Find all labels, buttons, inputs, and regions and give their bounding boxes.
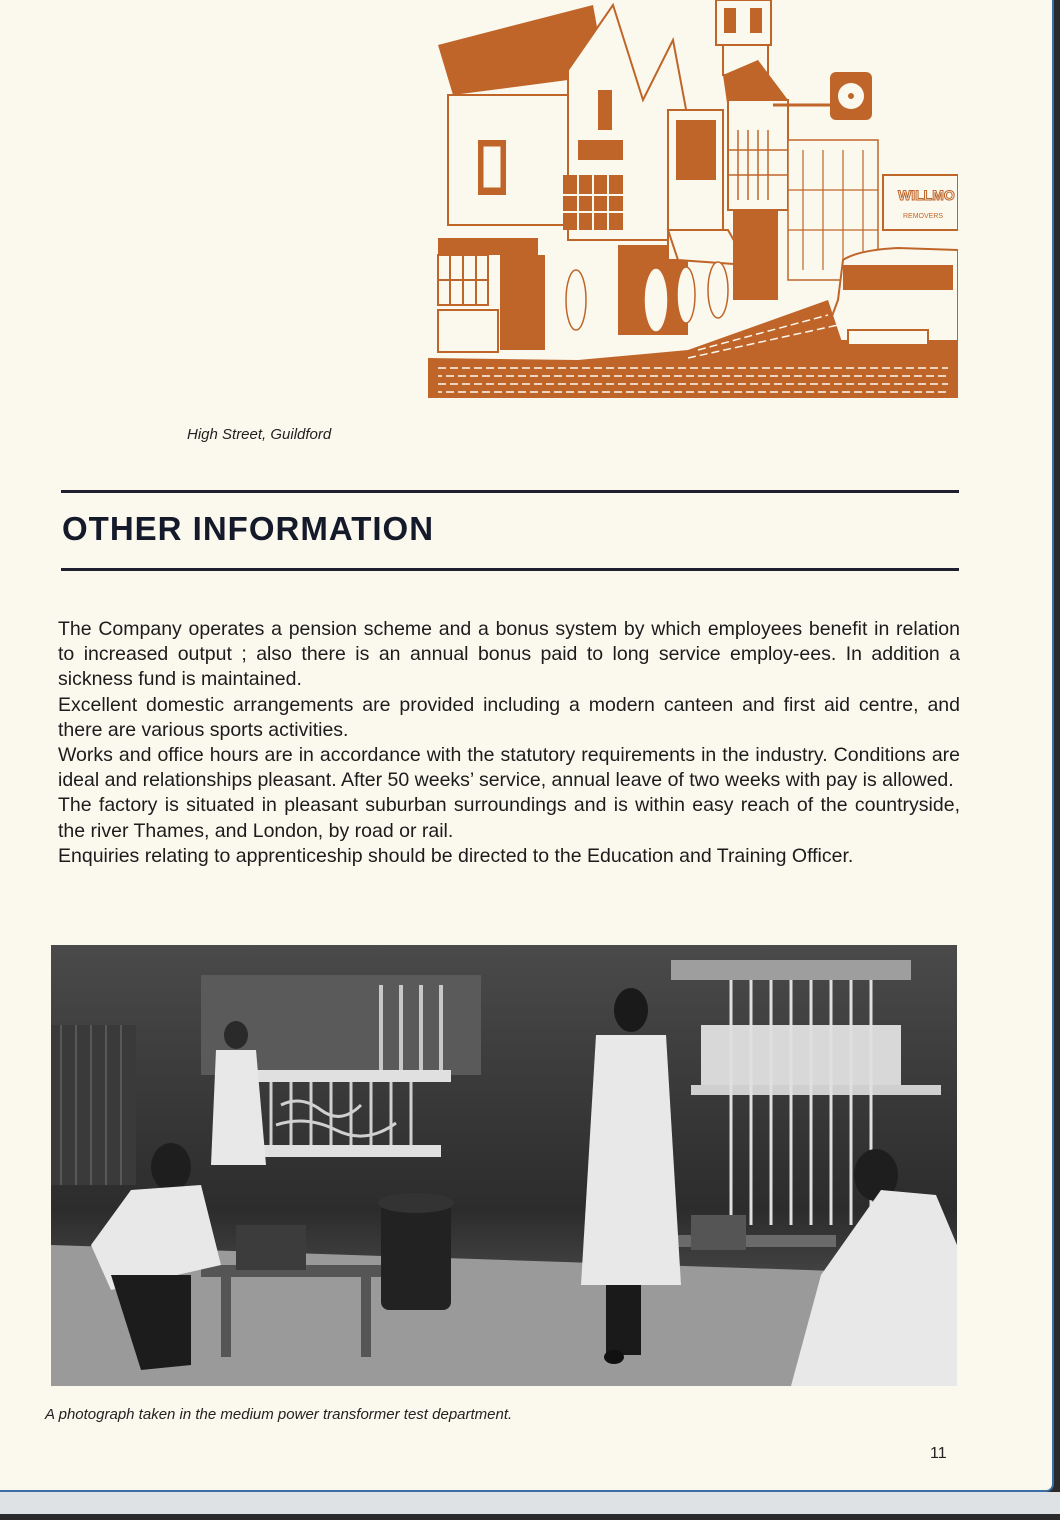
heading-rule-top bbox=[61, 490, 959, 493]
high-street-illustration bbox=[428, 0, 958, 398]
section-body bbox=[58, 617, 960, 869]
paragraph-location: The factory is situated in pleasant suburban surroundings and is within easy reach of the countryside, the river Thames, and London, by road or rail. bbox=[58, 794, 960, 842]
page-underside-strip bbox=[0, 1492, 1060, 1514]
section-title: OTHER INFORMATION bbox=[62, 510, 435, 547]
transformer-test-photo bbox=[51, 945, 957, 1386]
heading-rule-bottom bbox=[61, 568, 959, 571]
removers-sign: REMOVERS bbox=[903, 213, 944, 220]
illustration-caption: High Street, Guildford bbox=[187, 426, 332, 443]
page-number: 11 bbox=[930, 1445, 947, 1462]
paragraph-domestic: Excellent domestic arrangements are provided including a modern canteen and first aid centre, and there are various sports activities. bbox=[58, 693, 960, 741]
paragraph-enquiries: Enquiries relating to apprenticeship should be directed to the Education and Training Officer. bbox=[58, 844, 854, 867]
paragraph-pension: The Company operates a pension scheme and a bonus system by which employees benefit in relation to increased output ; also there is an annual bonus paid to long service employ-ees. In addition a sickness fund is maintained. bbox=[58, 618, 960, 691]
willmo-sign: WILLMO bbox=[898, 187, 955, 203]
paragraph-hours: Works and office hours are in accordance with the statutory requirements in the industry. Conditions are ideal and relationships pleasant. After 50 weeks’ service, annual leave of two weeks with pay is allowed. bbox=[58, 744, 960, 792]
photo-caption: A photograph taken in the medium power transformer test department. bbox=[45, 1406, 513, 1423]
